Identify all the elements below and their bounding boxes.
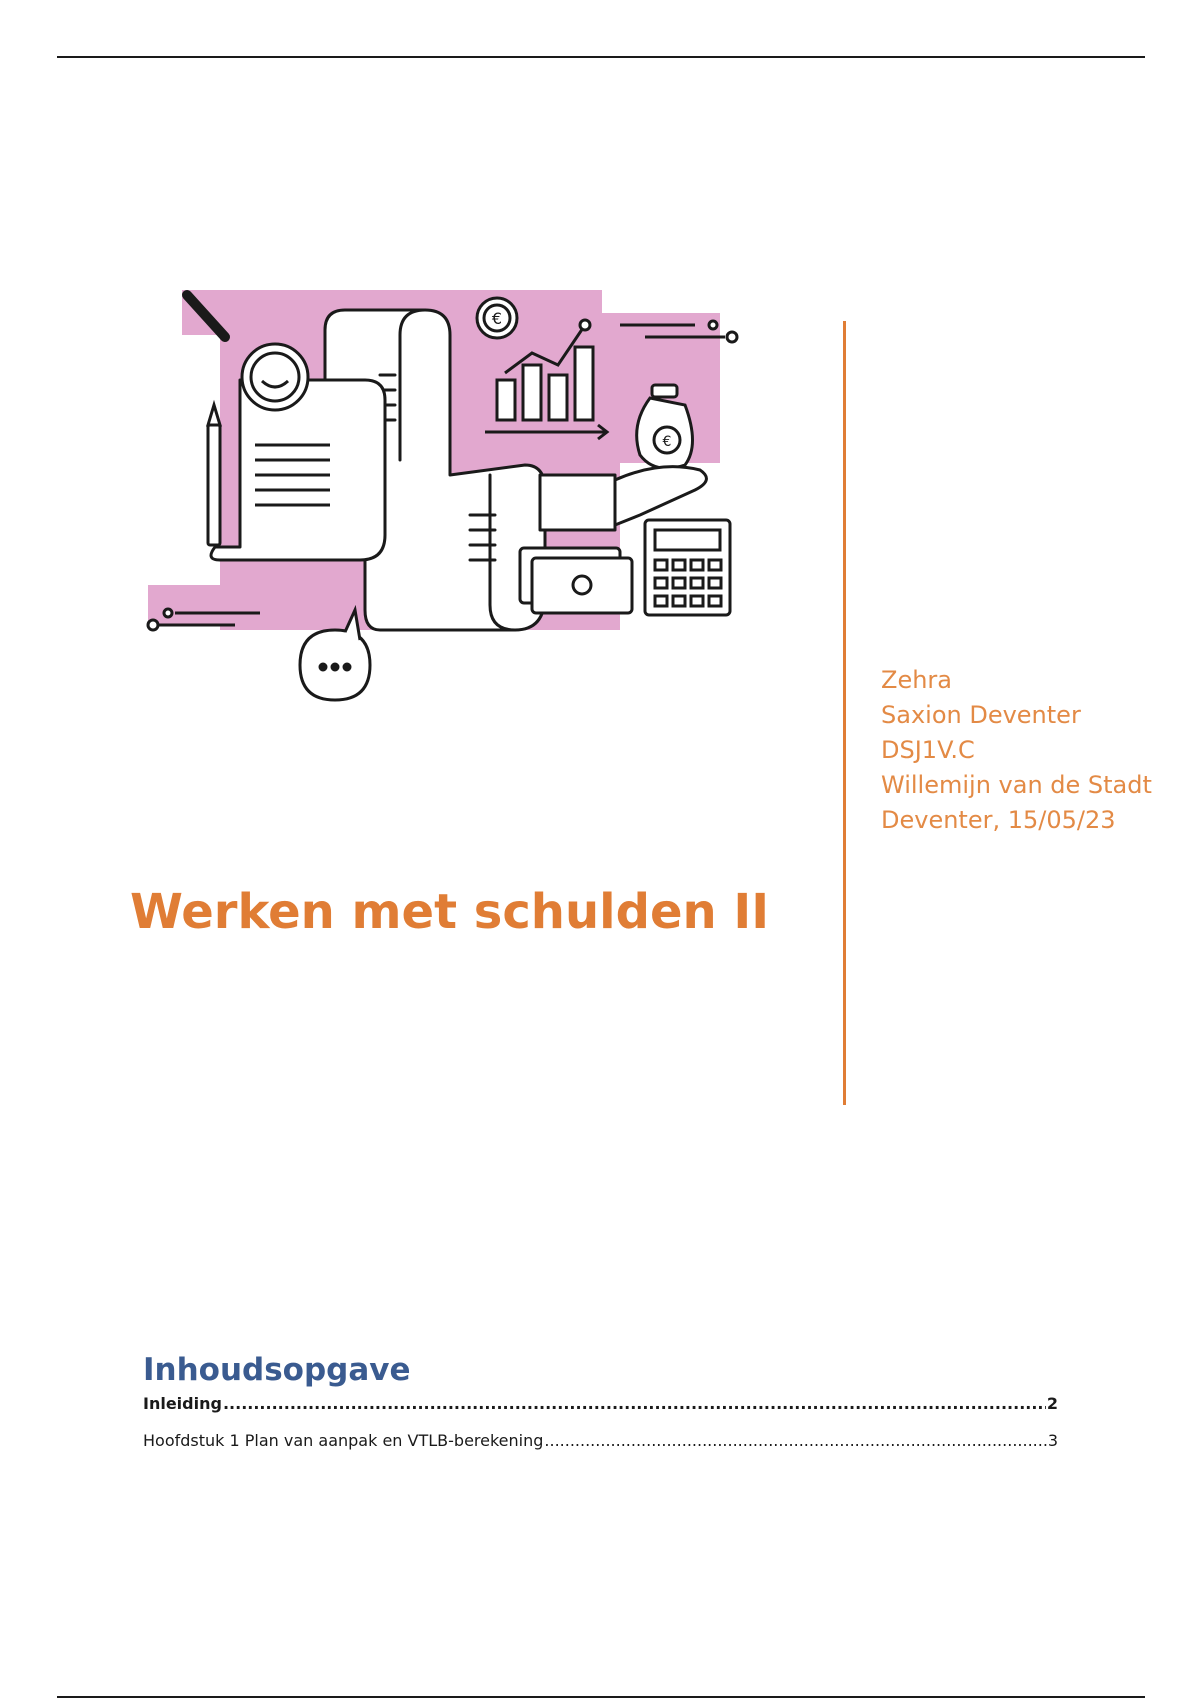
class-code: DSJ1V.C — [881, 736, 975, 764]
toc-heading: Inhoudsopgave — [143, 1352, 411, 1388]
toc-dot-leader — [544, 1431, 1046, 1450]
banknotes-icon — [520, 548, 632, 613]
toc-entry-page: 2 — [1046, 1394, 1058, 1413]
svg-text:€: € — [662, 434, 672, 450]
page-footer-rule — [57, 1696, 1145, 1698]
document-title: Werken met schulden II — [130, 884, 770, 940]
institution: Saxion Deventer — [881, 701, 1081, 729]
author-info — [881, 663, 1152, 838]
toc-entry-inleiding[interactable] — [143, 1394, 1058, 1418]
finance-illustration — [140, 285, 750, 705]
cover-illustration — [140, 285, 750, 705]
toc-entry-page: 3 — [1047, 1431, 1058, 1450]
pencil-icon — [208, 405, 220, 545]
euro-coin-icon — [477, 298, 517, 338]
calculator-icon — [645, 520, 730, 615]
author-name: Zehra — [881, 666, 952, 694]
vertical-divider — [843, 321, 846, 1105]
svg-text:€: € — [491, 309, 503, 328]
place-date: Deventer, 15/05/23 — [881, 806, 1116, 834]
toc-entry-label: Inleiding — [143, 1394, 222, 1413]
toc-entry-label: Hoofdstuk 1 Plan van aanpak en VTLB-berekening — [143, 1431, 544, 1450]
toc-entry-hoofdstuk-1[interactable] — [143, 1431, 1058, 1455]
page-header-rule — [57, 56, 1145, 58]
table-of-contents — [143, 1350, 1058, 1455]
teacher-name: Willemijn van de Stadt — [881, 771, 1152, 799]
toc-dot-leader — [223, 1394, 1046, 1413]
